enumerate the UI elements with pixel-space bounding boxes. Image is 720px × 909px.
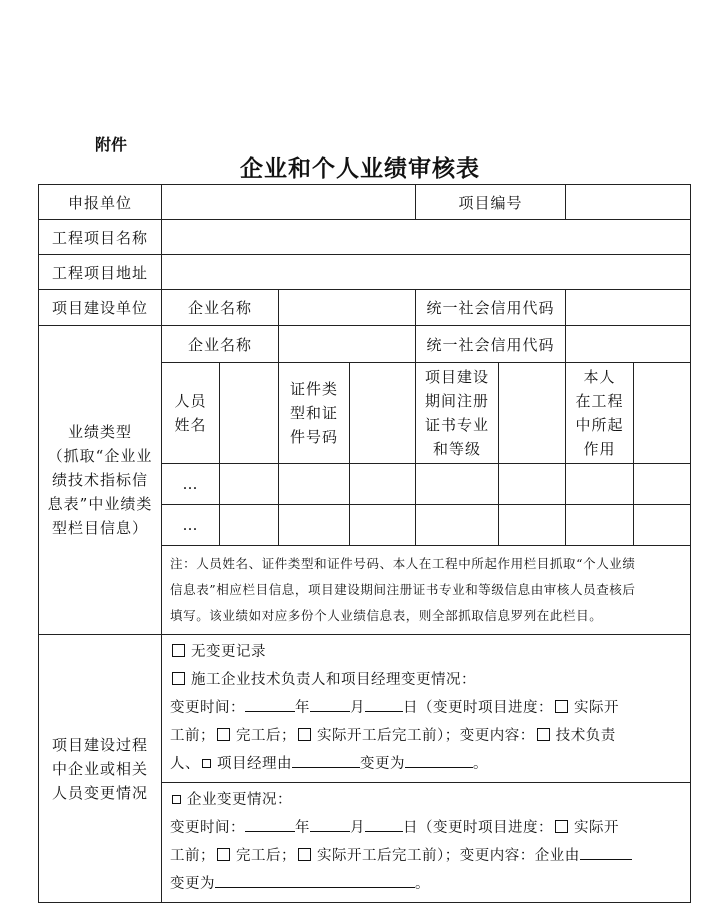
- project-address-value[interactable]: [162, 255, 691, 290]
- perf-company-name-label: 企业名称: [162, 326, 279, 363]
- perf-credit-code-label: 统一社会信用代码: [416, 326, 566, 363]
- day-field[interactable]: [365, 695, 403, 712]
- company-change-checkbox[interactable]: [172, 795, 181, 804]
- company-to-field[interactable]: [215, 871, 415, 888]
- company-after-finish-checkbox[interactable]: [217, 848, 230, 861]
- pm-from-field[interactable]: [292, 751, 360, 768]
- project-no-label: 项目编号: [416, 185, 566, 220]
- col-registration: 项目建设 期间注册 证书专业 和等级: [416, 363, 499, 464]
- no-change-checkbox[interactable]: [172, 644, 185, 657]
- ellipsis-row-1: …: [162, 464, 220, 505]
- actual-start-checkbox[interactable]: [555, 700, 568, 713]
- tech-head-checkbox[interactable]: [537, 728, 550, 741]
- project-name-label: 工程项目名称: [39, 220, 162, 255]
- project-address-label: 工程项目地址: [39, 255, 162, 290]
- project-no-value[interactable]: [566, 185, 691, 220]
- company-between-checkbox[interactable]: [298, 848, 311, 861]
- cert-cell[interactable]: [350, 363, 416, 464]
- project-name-value[interactable]: [162, 220, 691, 255]
- changes-label: 项目建设过程 中企业或相关 人员变更情况: [39, 635, 162, 903]
- builder-label: 项目建设单位: [39, 290, 162, 326]
- pm-to-field[interactable]: [405, 751, 473, 768]
- company-actual-start-checkbox[interactable]: [555, 820, 568, 833]
- company-from-field[interactable]: [580, 843, 632, 860]
- review-form-table: [38, 184, 691, 903]
- pm-checkbox[interactable]: [202, 759, 211, 768]
- tech-change-checkbox[interactable]: [172, 672, 185, 685]
- performance-note: 注：人员姓名、证件类型和证件号码、本人在工程中所起作用栏目抓取“个人业绩 信息表”相应栏目信息，项目建设期间注册证书专业和等级信息由审核人员查核后 填写。该业绩如对应多份个人业绩信息表，则全部抓取信息罗列在此栏目。: [162, 546, 691, 635]
- year-field[interactable]: [245, 695, 295, 712]
- company-day-field[interactable]: [365, 815, 403, 832]
- perf-credit-code-value[interactable]: [566, 326, 691, 363]
- col-person-name: 人员 姓名: [162, 363, 220, 464]
- person-name-cell[interactable]: [220, 363, 279, 464]
- company-change-section: 企业变更情况： 变更时间： 年 月 日（变更时项目进度： 实际开 工前； 完工后； 实际开工后完工前）；变更内容：企业由 变更为 。: [162, 783, 691, 903]
- company-month-field[interactable]: [310, 815, 350, 832]
- applicant-label: 申报单位: [39, 185, 162, 220]
- ellipsis-row-2: …: [162, 505, 220, 546]
- perf-company-name-value[interactable]: [279, 326, 416, 363]
- builder-credit-code-value[interactable]: [566, 290, 691, 326]
- personnel-change-section: 无变更记录 施工企业技术负责人和项目经理变更情况： 变更时间： 年 月 日（变更时项目进度： 实际开 工前； 完工后； 实际开工后完工前）；变更内容： 技术负责 人、 项目经理由 变更为 。: [162, 635, 691, 783]
- builder-company-name-value[interactable]: [279, 290, 416, 326]
- after-finish-checkbox[interactable]: [217, 728, 230, 741]
- registration-cell[interactable]: [499, 363, 566, 464]
- builder-company-name-label: 企业名称: [162, 290, 279, 326]
- performance-type-label: 业绩类型 （抓取“企业业 绩技术指标信 息表”中业绩类 型栏目信息）: [39, 326, 162, 635]
- company-year-field[interactable]: [245, 815, 295, 832]
- applicant-value[interactable]: [162, 185, 416, 220]
- col-cert: 证件类 型和证 件号码: [279, 363, 350, 464]
- between-checkbox[interactable]: [298, 728, 311, 741]
- attachment-label: 附件: [95, 135, 128, 154]
- month-field[interactable]: [310, 695, 350, 712]
- col-role: 本人 在工程 中所起 作用: [566, 363, 634, 464]
- role-cell[interactable]: [634, 363, 691, 464]
- page-title: 企业和个人业绩审核表: [240, 156, 480, 182]
- builder-credit-code-label: 统一社会信用代码: [416, 290, 566, 326]
